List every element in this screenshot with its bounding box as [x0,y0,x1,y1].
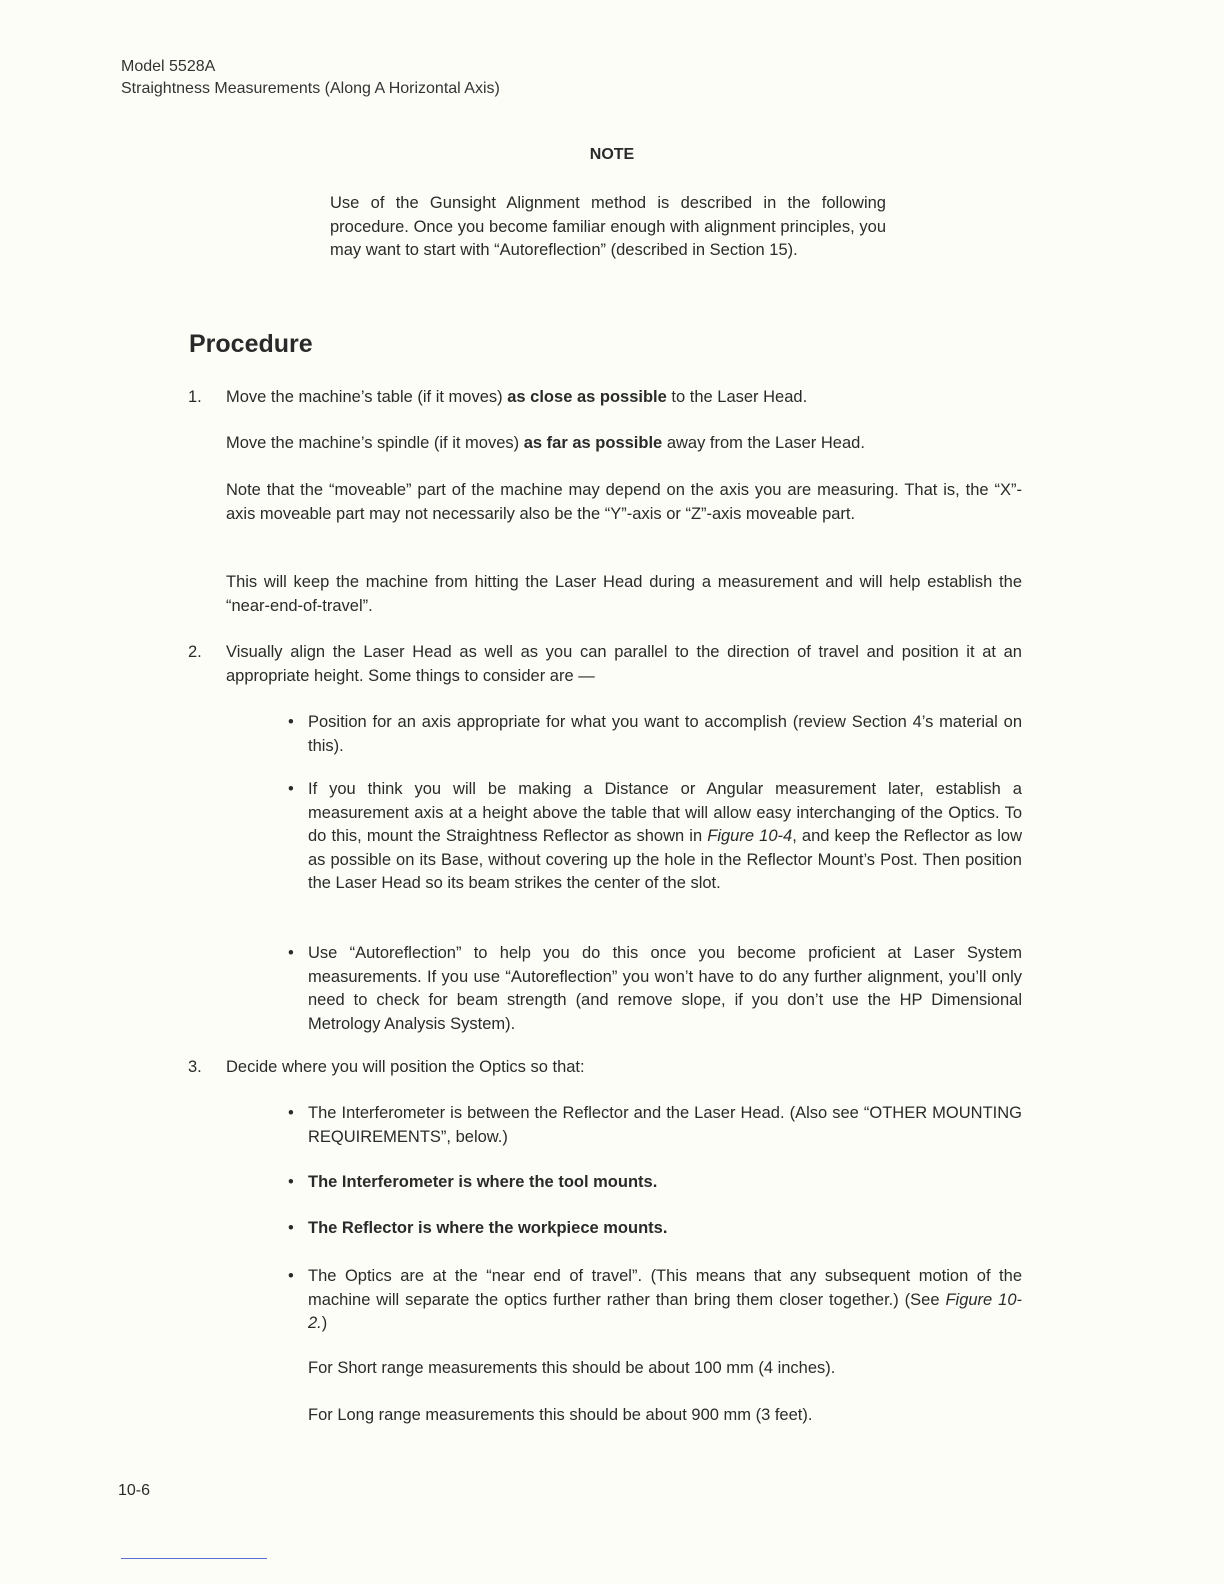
emphasis-close: as close as possible [507,388,667,406]
step-2-bullet-2: If you think you will be making a Distance or Angular measurement later, establish a measurement axis at a height above the table that will allow easy interchanging of the Optics. To do this, mount the Straightness Reflector as shown in Figure 10-4, and keep the Reflector as low as possible on its Base, without covering up the hole in the Reflector Mount’s Post. Then position the Laser Head so its beam strikes the center of the slot. [308,780,1022,892]
note-body: Use of the Gunsight Alignment method is described in the following procedure. Once you become familiar enough with alignment principles, you may want to start with “Autoreflection” (described in Section 15). [330,194,886,259]
step-2-intro: Visually align the Laser Head as well as you can parallel to the direction of travel and position it at an appropriate height. Some things to consider are — [226,643,1022,685]
bullet-icon: • [288,713,294,731]
bullet-icon: • [288,780,294,798]
bullet-icon: • [288,1173,294,1191]
bullet-icon: • [288,1219,294,1237]
long-range-note: For Long range measurements this should be about 900 mm (3 feet). [308,1406,813,1424]
step-3-bullet-4: The Optics are at the “near end of travel”. (This means that any subsequent motion of the machine will separate the optics further rather than bring them closer together.) (See Figure 10-2.) [308,1267,1022,1332]
short-range-note: For Short range measurements this should be about 100 mm (4 inches). [308,1359,836,1377]
step-3-number: 3. [188,1058,202,1076]
step-1-paragraph-1: Move the machine’s table (if it moves) as close as possible to the Laser Head. [226,388,808,406]
bullet-icon: • [288,1267,294,1285]
page-number: 10-6 [118,1482,151,1499]
header-section-title: Straightness Measurements (Along A Horizontal Axis) [121,80,500,97]
step-3-bullet-2: The Interferometer is where the tool mounts. [308,1173,658,1191]
step-2-bullet-3: Use “Autoreflection” to help you do this once you become proficient at Laser System measurements. If you use “Autoreflection” you won’t have to do any further alignment, you’ll only need to check for beam strength (and remove slope, if you don’t use the HP Dimensional Metrology Analysis System). [308,944,1022,1033]
bullet-icon: • [288,944,294,962]
note-title: NOTE [589,146,635,163]
step-2-bullet-1: Position for an axis appropriate for what you want to accomplish (review Section 4’s material on this). [308,713,1022,755]
step-2-number: 2. [188,643,202,661]
step-1-paragraph-3: Note that the “moveable” part of the machine may depend on the axis you are measuring. That is, the “X”-axis moveable part may not necessarily also be the “Y”-axis or “Z”-axis moveable part. [226,481,1022,523]
procedure-heading: Procedure [189,330,313,358]
step-1-number: 1. [188,388,202,406]
emphasis-far: as far as possible [523,434,663,452]
step-1-paragraph-2: Move the machine’s spindle (if it moves) as far as possible away from the Laser Head. [226,434,865,452]
step-3-intro: Decide where you will position the Optics so that: [226,1058,585,1076]
step-1-paragraph-4: This will keep the machine from hitting the Laser Head during a measurement and will help establish the “near-end-of-travel”. [226,573,1022,615]
step-3-bullet-1: The Interferometer is between the Reflector and the Laser Head. (Also see “OTHER MOUNTING REQUIREMENTS”, below.) [308,1104,1022,1146]
figure-ref-10-2: Figure 10-2. [308,1290,1022,1332]
step-3-bullet-3: The Reflector is where the workpiece mounts. [308,1219,668,1237]
header-model: Model 5528A [121,58,216,75]
bullet-icon: • [288,1104,294,1122]
figure-ref-10-4: Figure 10-4 [707,827,793,845]
footer-divider [121,1558,267,1559]
